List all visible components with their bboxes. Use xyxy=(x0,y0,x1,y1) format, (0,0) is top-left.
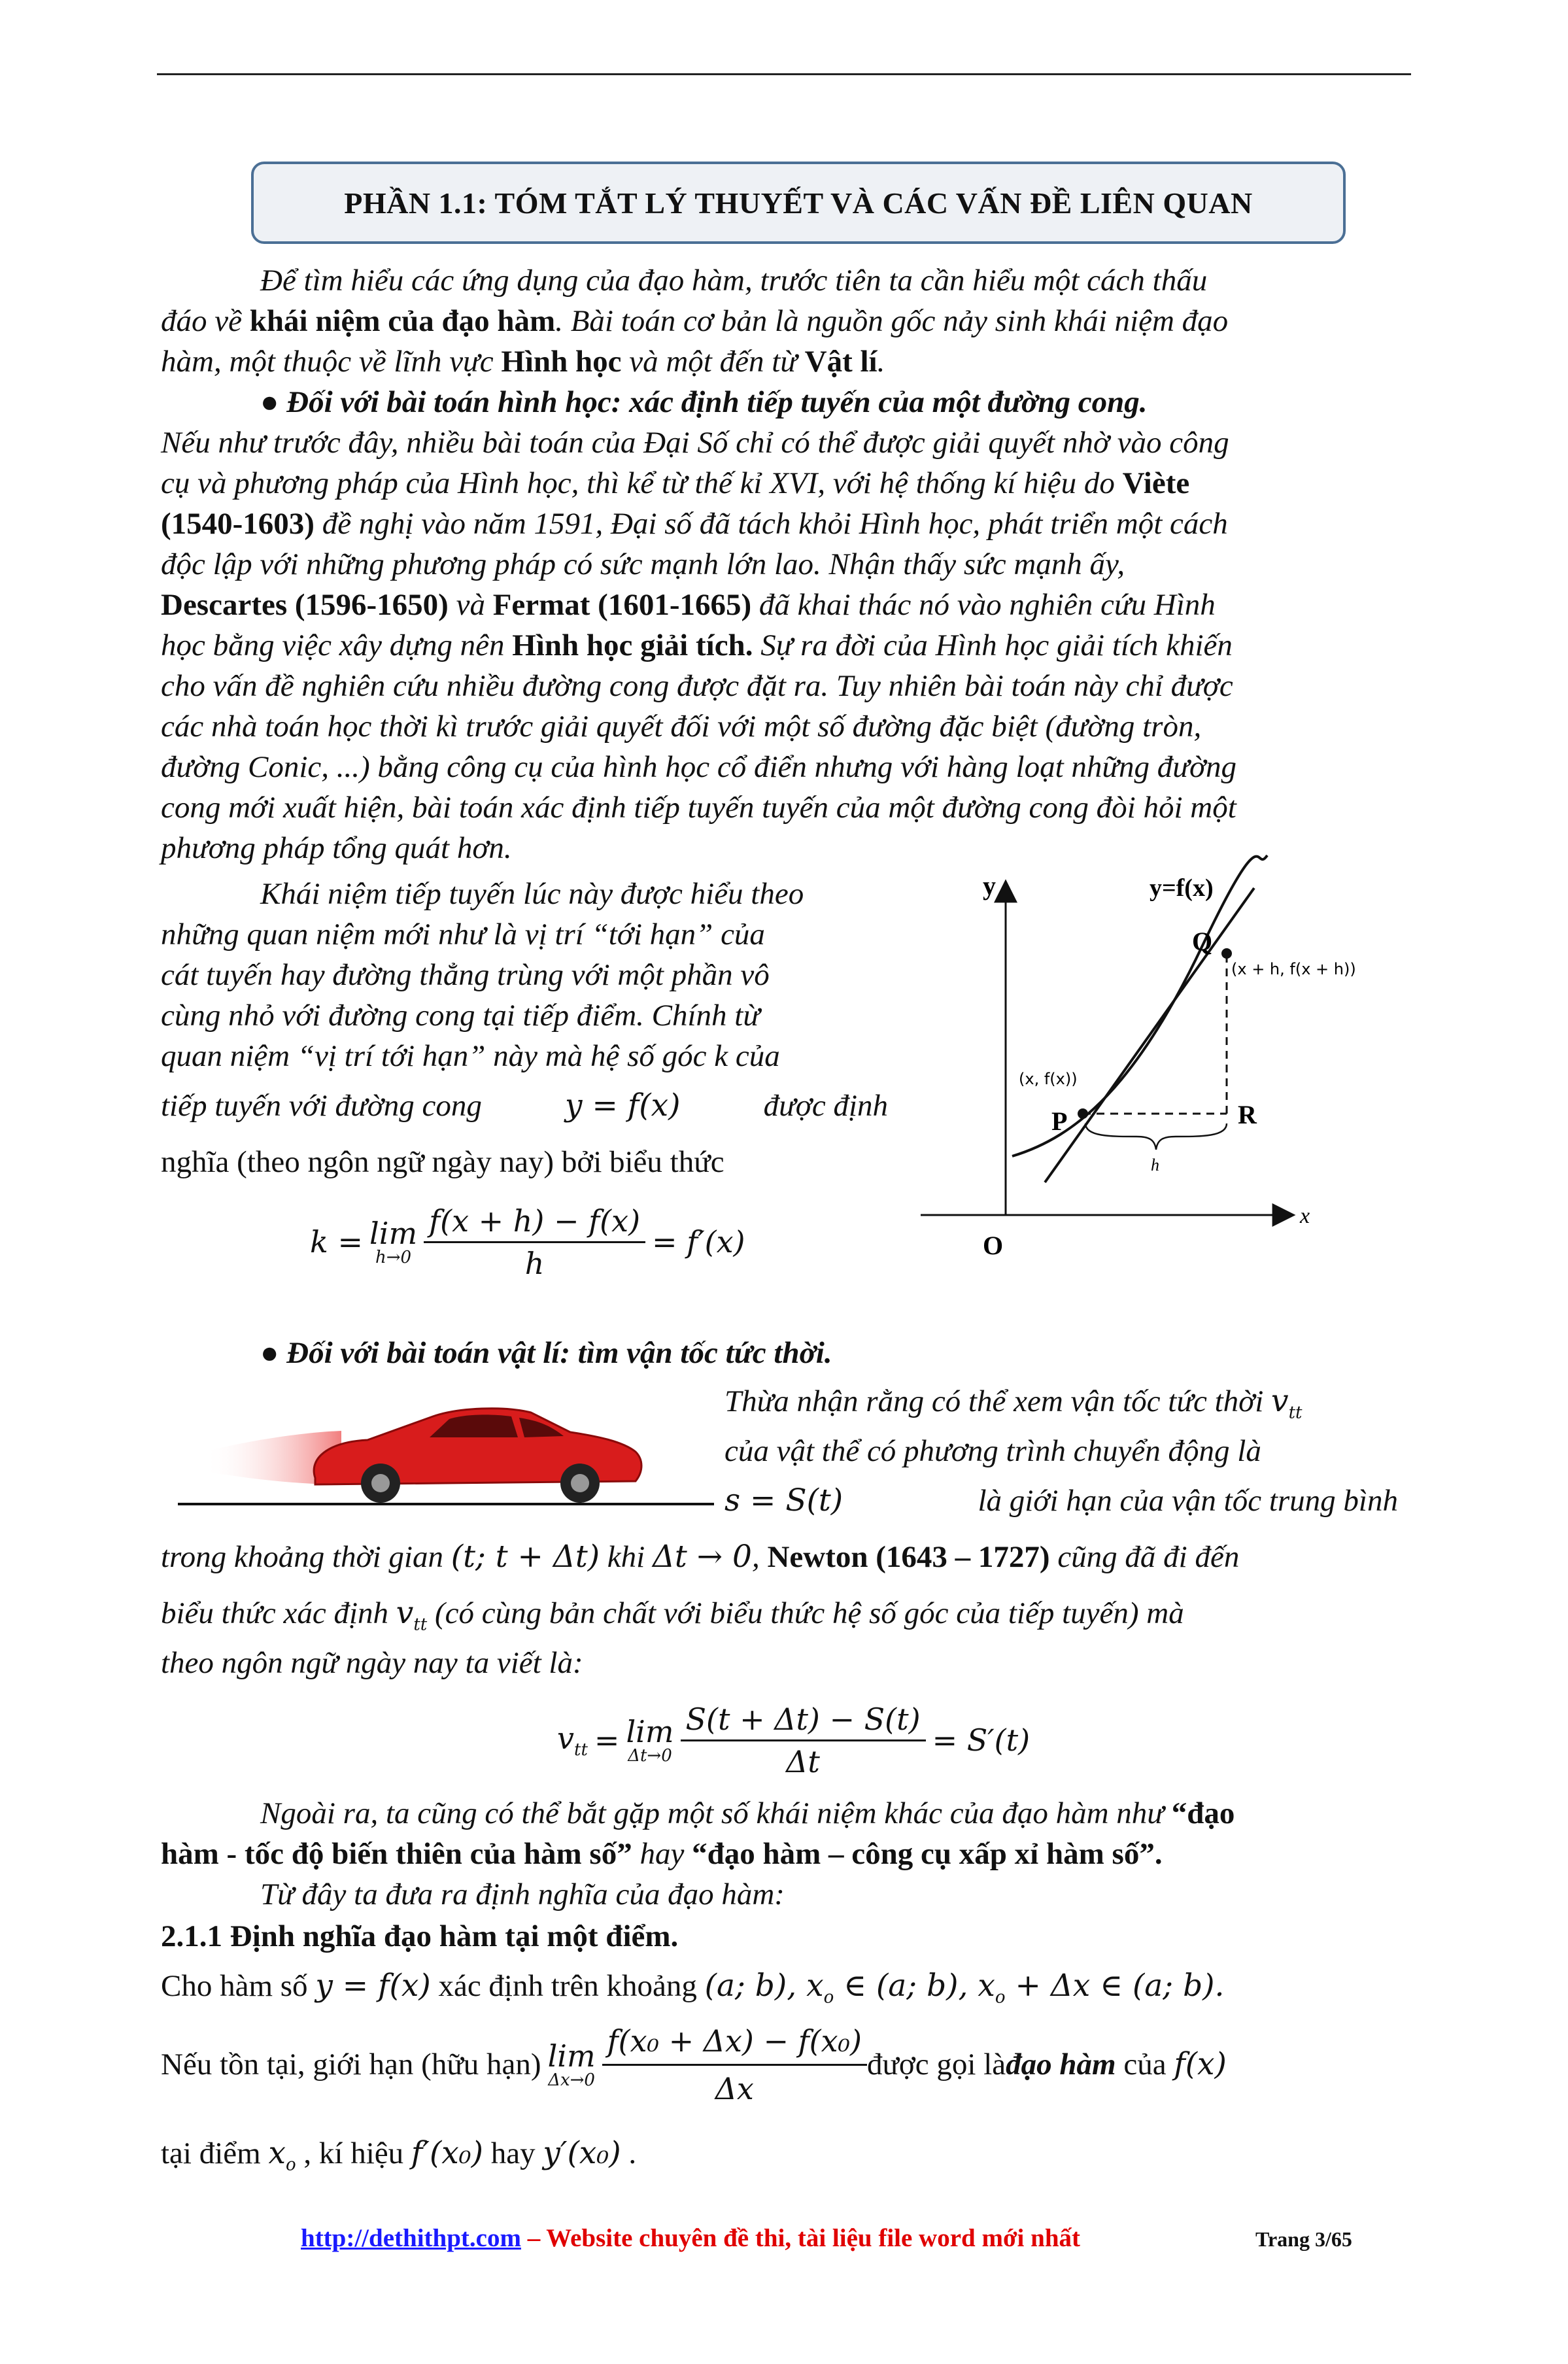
origin-label: O xyxy=(983,1231,1004,1260)
footer xyxy=(301,2223,1080,2253)
geo-line-5: Descartes (1596-1650) và Fermat (1601-1665) đã khai thác nó vào nghiên cứu Hình xyxy=(161,588,1216,622)
point-q-label: Q xyxy=(1192,927,1213,956)
footer-text: – Website chuyên đề thi, tài liệu file word mới nhất xyxy=(520,2224,1081,2252)
physics-heading: ● Đối với bài toán vật lí: tìm vận tốc tức thời. xyxy=(260,1336,832,1370)
geometry-heading: ● Đối với bài toán hình học: xác định tiếp tuyến của một đường cong. xyxy=(260,385,1148,419)
footer-link[interactable]: http://dethithpt.com xyxy=(301,2224,521,2252)
equation-y-fx: y = f(x) xyxy=(565,1088,681,1123)
geo-line-7: cho vấn đề nghiên cứu nhiều đường cong được đặt ra. Tuy nhiên bài toán này chỉ được xyxy=(161,669,1233,703)
point-r-label: R xyxy=(1238,1100,1257,1129)
section-title-box xyxy=(251,162,1346,244)
tangent-line-4: cùng nhỏ với đường cong tại tiếp điểm. Chính từ xyxy=(161,999,760,1033)
formula-velocity: $v_{tt}$ = lim Δt→0 $\frac{S(t + \Delta t) - S(t)}{\Delta t}$ = S′(t) xyxy=(557,1701,1031,1779)
tangent-line-1: Khái niệm tiếp tuyến lúc này được hiểu theo xyxy=(260,877,804,911)
definition-line-1: Cho hàm số y = f(x) xác định trên khoảng (a; b), $x_o$ ∈ (a; b), $x_o + \Delta x$ ∈ (a; b). xyxy=(161,1968,1225,2008)
geo-line-1: Nếu như trước đây, nhiều bài toán của Đại Số chỉ có thể được giải quyết nhờ vào công xyxy=(161,426,1229,460)
definition-heading: 2.1.1 Định nghĩa đạo hàm tại một điểm. xyxy=(161,1919,679,1953)
section-title: PHẦN 1.1: TÓM TẮT LÝ THUYẾT VÀ CÁC VẤN ĐỀ LIÊN QUAN xyxy=(344,186,1253,220)
other-line-2: hàm - tốc độ biến thiên của hàm số” hay “đạo hàm – công cụ xấp xỉ hàm số”. xyxy=(161,1837,1163,1871)
other-line-1: Ngoài ra, ta cũng có thể bắt gặp một số khái niệm khác của đạo hàm như “đạo xyxy=(260,1796,1235,1830)
geo-line-2: cụ và phương pháp của Hình học, thì kể từ thế kỉ XVI, với hệ thống kí hiệu do Viète xyxy=(161,466,1190,500)
geo-line-8: các nhà toán học thời kì trước giải quyết đối với một số đường đặc biệt (đường tròn, xyxy=(161,710,1202,744)
geo-line-11: phương pháp tổng quát hơn. xyxy=(161,831,512,865)
definition-line-3: tại điểm $x_o$ , kí hiệu f′(x₀) hay y′(x₀) . xyxy=(161,2135,637,2175)
x-axis-label: x xyxy=(1300,1204,1310,1228)
definition-line-2: Nếu tồn tại, giới hạn (hữu hạn) lim Δx→0 $\frac{\text{f(x₀ + Δx) − f(x₀)}}{\Delta x}$ được gọi là đạo hàm của f(x) xyxy=(161,2022,1398,2107)
page-number: Trang 3/65 xyxy=(1255,2227,1352,2251)
physics-line-2: biểu thức xác định $v_{tt}$ (có cùng bản chất với biểu thức hệ số góc của tiếp tuyến) mà xyxy=(161,1595,1184,1635)
geo-line-10: cong mới xuất hiện, bài toán xác định tiếp tuyến tuyến của một đường cong đòi hỏi một xyxy=(161,791,1236,825)
header-rule xyxy=(157,73,1411,75)
intro-line-2: đáo về khái niệm của đạo hàm. Bài toán cơ bản là nguồn gốc nảy sinh khái niệm đạo xyxy=(161,304,1229,338)
tangent-line-2: những quan niệm mới như là vị trí “tới hạn” của xyxy=(161,917,765,951)
h-label: h xyxy=(1151,1156,1159,1174)
intro-line-1: Để tìm hiểu các ứng dụng của đạo hàm, trước tiên ta cần hiểu một cách thấu xyxy=(260,264,1208,298)
tangent-line-6: tiếp tuyến với đường cong y = f(x) được định xyxy=(161,1086,888,1126)
coord-p-label: (x, f(x)) xyxy=(1019,1070,1078,1088)
h-brace xyxy=(1085,1123,1227,1150)
physics-right-line-2: của vật thể có phương trình chuyển động là xyxy=(724,1434,1261,1468)
curve-path xyxy=(1012,855,1267,1156)
tangent-line-7: nghĩa (theo ngôn ngữ ngày nay) bởi biểu thức xyxy=(161,1145,724,1179)
physics-right-line-3: s = S(t) là giới hạn của vận tốc trung bình xyxy=(724,1482,1398,1518)
tangent-graph xyxy=(914,862,1356,1280)
y-axis-label: y xyxy=(983,871,996,900)
intro-line-3: hàm, một thuộc về lĩnh vực Hình học và một đến từ Vật lí. xyxy=(161,345,885,379)
car-illustration xyxy=(178,1386,714,1511)
tangent-line-5: quan niệm “vị trí tới hạn” này mà hệ số góc k của xyxy=(161,1039,780,1073)
geo-line-6: học bằng việc xây dựng nên Hình học giải tích. Sự ra đời của Hình học giải tích khiến xyxy=(161,628,1233,662)
geo-line-9: đường Conic, ...) bằng công cụ của hình học cổ điển nhưng với hàng loạt những đường xyxy=(161,750,1237,784)
formula-k: k = lim h→0 $\frac{f(x + h) - f(x)}{h}$ = f′(x) xyxy=(310,1203,745,1281)
physics-line-1: trong khoảng thời gian (t; t + Δt) khi Δt → 0, Newton (1643 – 1727) cũng đã đi đến xyxy=(161,1539,1240,1575)
curve-label: y=f(x) xyxy=(1150,874,1214,902)
point-p-dot xyxy=(1078,1108,1088,1119)
geo-line-3: (1540-1603) đề nghị vào năm 1591, Đại số đã tách khỏi Hình học, phát triển một cách xyxy=(161,507,1228,541)
physics-line-3: theo ngôn ngữ ngày nay ta viết là: xyxy=(161,1646,583,1680)
point-p-label: P xyxy=(1051,1106,1068,1136)
geo-line-4: độc lập với những phương pháp có sức mạnh lớn lao. Nhận thấy sức mạnh ấy, xyxy=(161,547,1125,581)
coord-q-label: (x + h, f(x + h)) xyxy=(1231,960,1356,978)
other-line-3: Từ đây ta đưa ra định nghĩa của đạo hàm: xyxy=(260,1877,785,1911)
tangent-line-3: cát tuyến hay đường thẳng trùng với một phần vô xyxy=(161,958,770,992)
point-q-dot xyxy=(1221,948,1232,959)
physics-right-line-1: Thừa nhận rằng có thể xem vận tốc tức thời $v_{tt}$ xyxy=(724,1383,1303,1423)
